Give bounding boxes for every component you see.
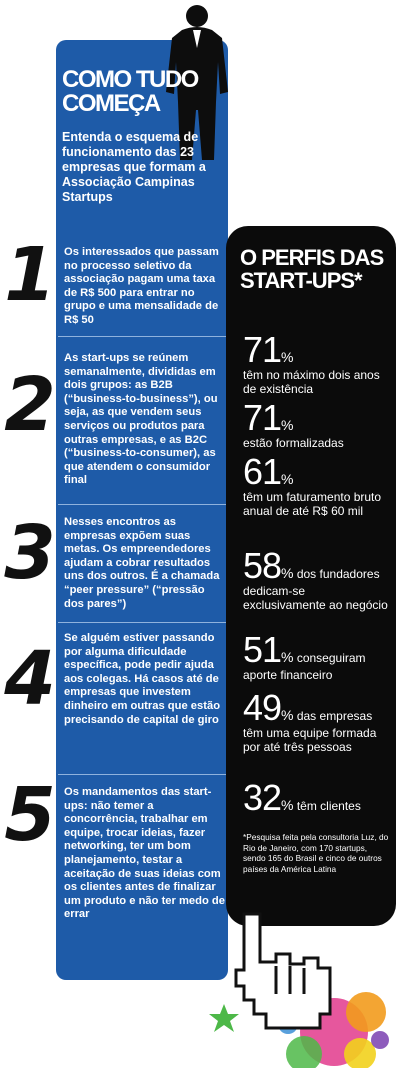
title-line-1: COMO TUDO (62, 66, 198, 93)
step-number-5: 5 (4, 772, 56, 858)
stat-value: 71 (243, 397, 282, 438)
stat-item (243, 777, 389, 818)
page-subtitle: Entenda o esquema de funcionamento das 23 empresas que formam a Associação Campinas Startups (62, 130, 206, 204)
perfis-title-line-1: O PERFIS DAS (240, 245, 384, 270)
stat-text: estão formalizadas (243, 436, 344, 450)
stat-percent-sign: % (281, 417, 294, 433)
page-title (62, 68, 212, 116)
stat-value: 71 (243, 329, 282, 370)
stat-percent-sign: % (281, 349, 294, 365)
step-divider (58, 622, 226, 623)
stat-item (243, 687, 389, 754)
step-number-4: 4 (4, 636, 56, 722)
step-text-2: As start-ups se reúnem semanalmente, divididas em dois grupos: as B2B (“business-to-business”), ou seja, as que vendem seus serviços ou produtos para outras empresas, e as B2C (“business-to-consumer), as que atendem o consumidor final (64, 352, 218, 487)
stat-item (243, 397, 389, 450)
stat-value: 61 (243, 451, 282, 492)
stat-item (243, 629, 389, 682)
stat-percent-sign: % (281, 565, 294, 581)
step-number-1: 1 (4, 232, 56, 318)
stat-value: 32 (243, 777, 282, 818)
step-divider (58, 336, 226, 337)
perfis-title (240, 246, 390, 292)
stat-text: têm no máximo dois anos de existência (243, 368, 380, 396)
title-line-2: COMEÇA (62, 90, 160, 117)
stat-text: conseguiram aporte financeiro (243, 651, 366, 682)
stat-text: têm clientes (293, 799, 361, 813)
stat-text: das empresas têm uma equipe formada por até três pessoas (243, 709, 377, 754)
stat-value: 51 (243, 629, 282, 670)
stat-value: 49 (243, 687, 282, 728)
step-divider (58, 774, 226, 775)
step-text-3: Nesses encontros as empresas expõem suas metas. Os empreendedores ajudam a cobrar resultados uns dos outros. É a chamada “peer pressure” (“pressão dos pares”) (64, 516, 220, 610)
step-text-4: Se alguém estiver passando por alguma dificuldade específica, pode pedir ajuda aos colegas. Há casos até de empresas que investem dinheiro em outras que estão precisando de capital de giro (64, 632, 221, 726)
hand-cursor-icon (184, 904, 394, 1068)
perfis-title-line-2: START-UPS* (240, 268, 362, 293)
stat-item (243, 451, 389, 518)
stat-item (243, 545, 389, 612)
stat-value: 58 (243, 545, 282, 586)
stat-percent-sign: % (281, 707, 294, 723)
footnote: *Pesquisa feita pela consultoria Luz, do Rio de Janeiro, com 170 startups, sendo 165 do Brasil e cinco de outros países da América Latina (243, 832, 389, 874)
step-text-5: Os mandamentos das start-ups: não temer a concorrência, trabalhar em equipe, trocar ideias, fazer networking, ter um bom planejamento, testar a aceitação de suas ideias com os clientes antes de finalizar um produto e não ter medo de errar (64, 786, 225, 921)
stat-percent-sign: % (281, 471, 294, 487)
stat-text: dos fundadores dedicam-se exclusivamente ao negócio (243, 567, 388, 612)
step-number-3: 3 (4, 510, 56, 596)
stat-text: têm um faturamento bruto anual de até R$ 60 mil (243, 490, 382, 518)
step-number-2: 2 (4, 362, 56, 448)
stat-item (243, 329, 389, 396)
step-text-1: Os interessados que passam no processo seletivo da associação pagam uma taxa de R$ 500 para entrar no grupo e uma mensalidade de R$ 50 (64, 246, 219, 326)
stat-percent-sign: % (281, 797, 294, 813)
step-divider (58, 504, 226, 505)
stat-percent-sign: % (281, 649, 294, 665)
